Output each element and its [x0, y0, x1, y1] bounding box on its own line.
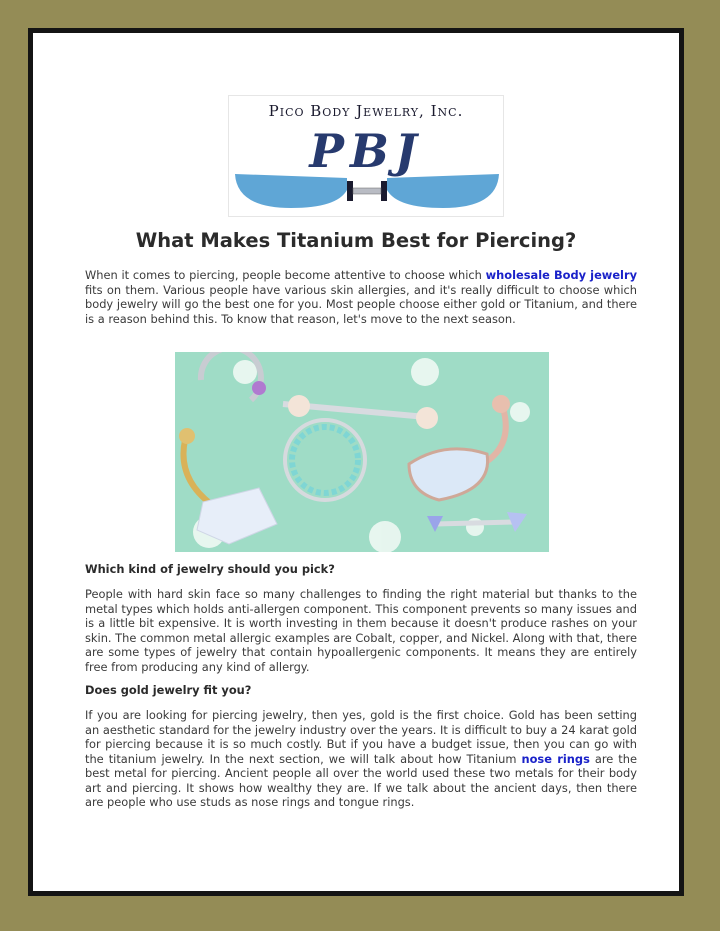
page-frame	[28, 28, 684, 896]
section2-text-end: are the best metal for piercing. Ancient people all over the world used these two metals for their body art and piercing. It shows how wealthy they are. If we talk about the ancient days, then there are people who use studs as nose rings and tongue rings.	[85, 751, 637, 809]
section2-heading: Does gold jewelry fit you?	[85, 683, 252, 697]
nose-rings-link[interactable]: nose rings	[521, 751, 590, 766]
intro-paragraph	[85, 268, 637, 326]
section1-paragraph: People with hard skin face so many challenges to finding the right material but thanks to the metal types which holds anti-allergen component. This component prevents so many issues and is a little bit expensive. It is worth investing in them because it doesn't produce rashes on your skin. The common metal allergic examples are Cobalt, copper, and Nickel. Along with that, there are some types of jewelry that contain hypoallergenic components. It means they are entirely free from producing any kind of allergy.	[85, 587, 637, 674]
section2-text-start: If you are looking for piercing jewelry, then yes, gold is the first choice. Gold has been setting an aesthetic standard for the jewelry industry over the years. It is difficult to buy a 24 karat gold for piercing because it is so much costly. But if you have a budget issue, then you can go with the titanium jewelry. In the next section, we will talk about how Titanium	[85, 708, 637, 766]
jewelry-photo	[175, 352, 549, 552]
company-logo	[228, 95, 504, 217]
section1-heading: Which kind of jewelry should you pick?	[85, 562, 335, 576]
logo-mark-text: PBJ	[309, 124, 423, 178]
section2-paragraph	[85, 708, 637, 810]
intro-text-end: fits on them. Various people have various skin allergies, and it's really difficult to choose which body jewelry will go the best one for you. Most people choose either gold or Titanium, and there is a reason behind this. To know that reason, let's move to the next season.	[85, 282, 637, 326]
logo-barbell-icon	[229, 168, 505, 216]
intro-text-start: When it comes to piercing, people become attentive to choose which	[85, 268, 486, 282]
logo-company-name: Pico Body Jewelry, Inc.	[268, 102, 464, 120]
page-title: What Makes Titanium Best for Piercing?	[135, 229, 577, 252]
wholesale-body-jewelry-link[interactable]: wholesale Body jewelry	[485, 268, 638, 282]
